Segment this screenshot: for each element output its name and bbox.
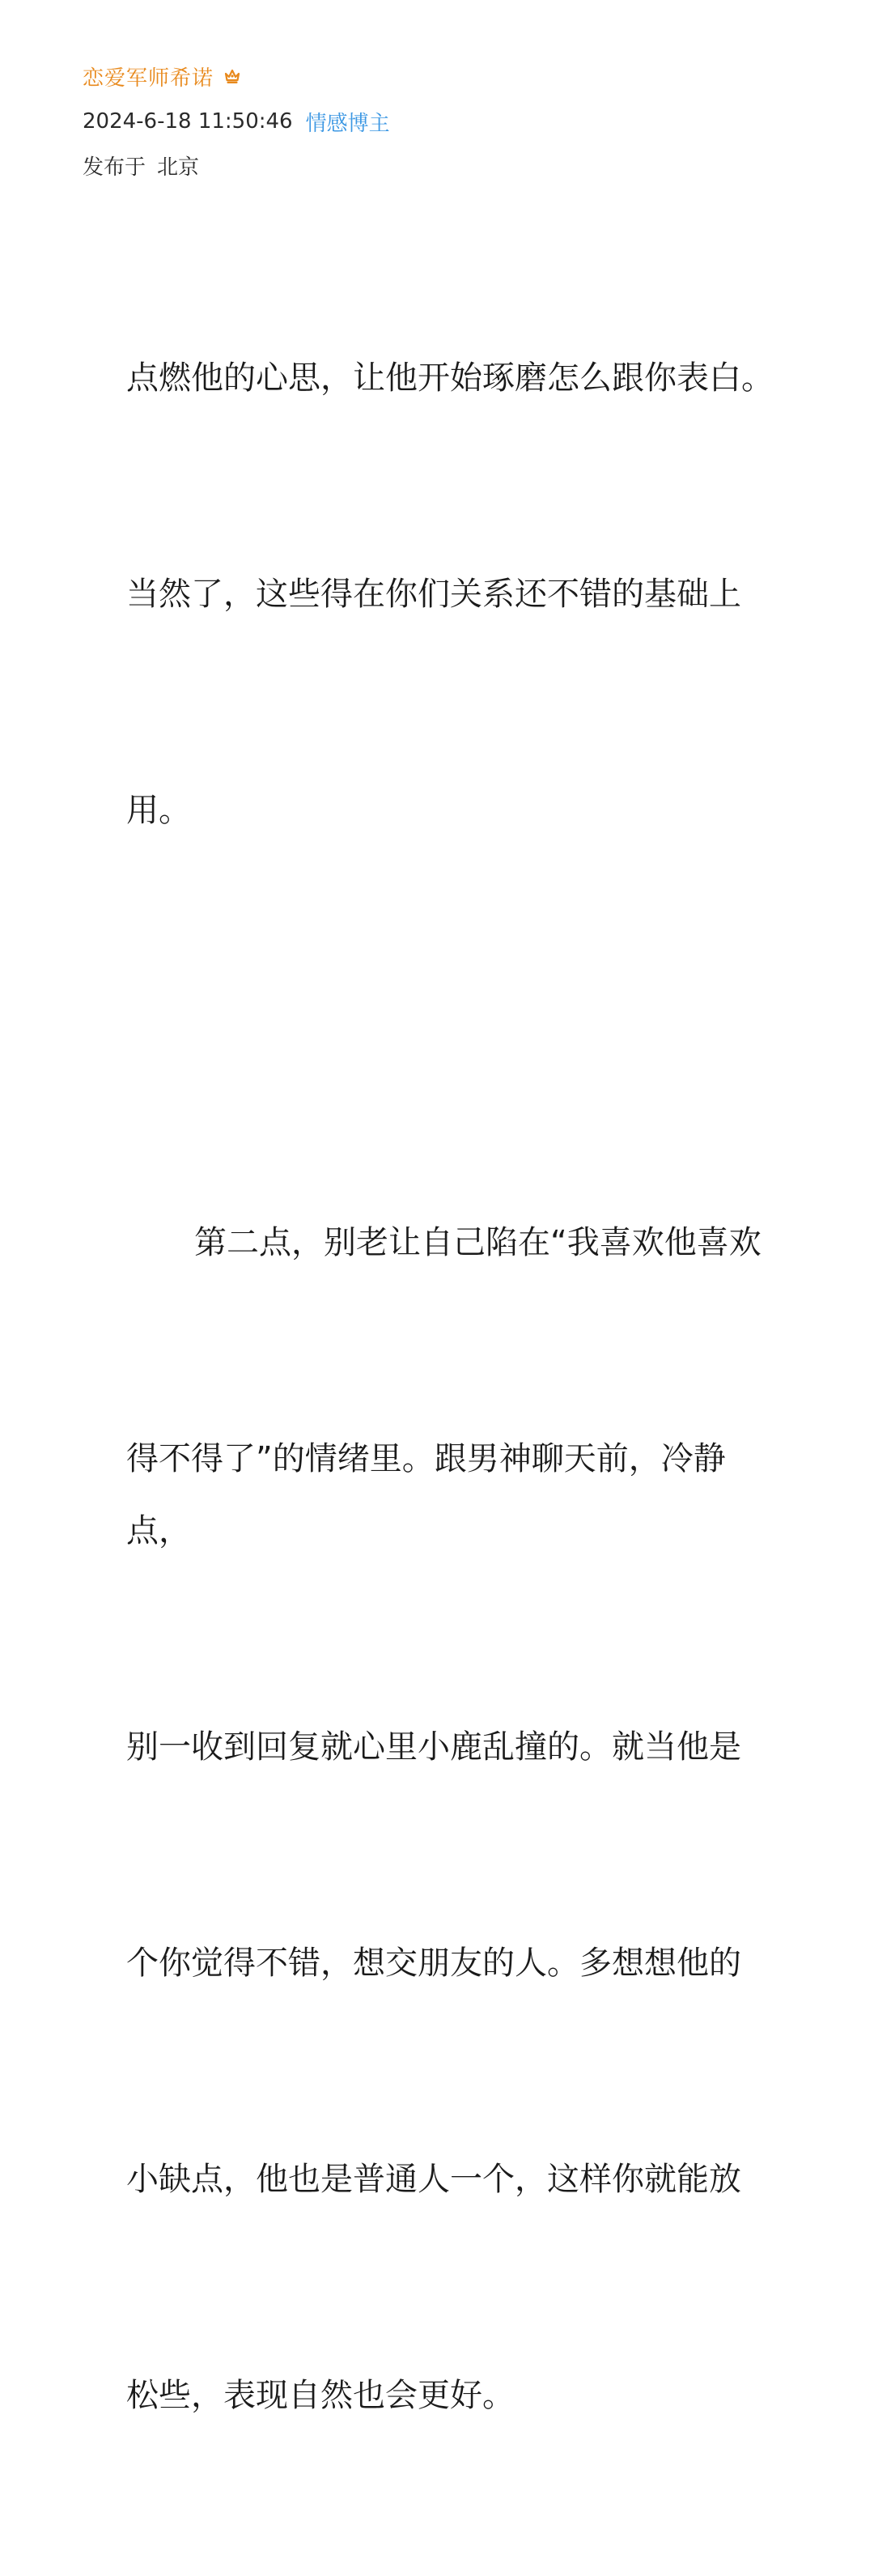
paragraph-line: 松些，表现自然也会更好。 [126,2377,515,2414]
paragraph-2 [126,1063,783,2576]
paragraph-1 [126,198,783,991]
crown-icon [223,67,241,85]
paragraph-line: 小缺点，他也是普通人一个，这样你就能放 [126,2161,741,2198]
paragraph-line: 别一收到回复就心里小鹿乱撞的。就当他是 [126,1728,741,1766]
paragraph-gap [126,991,783,1063]
paragraph-line-text: 第二点，别老让自己陷在“我喜欢他喜欢 [194,1224,762,1261]
paragraph-line: 个你觉得不错，想交朋友的人。多想想他的 [126,1945,741,1982]
location-label: 发布于 [83,155,146,180]
author-row [83,58,811,94]
post-header [83,58,811,183]
paragraph-line: 当然了，这些得在你们关系还不错的基础上 [126,576,741,613]
author-tag[interactable]: 情感博主 [305,111,390,136]
paragraph-line: 得不得了”的情绪里。跟男神聊天前，冷静点， [126,1440,726,1549]
paragraph-line: 点燃他的心思，让他开始琢磨怎么跟你表白。 [126,359,774,397]
paragraph-line: 用。 [126,792,191,829]
location-row [83,147,811,183]
paragraph-line [126,1207,783,1279]
meta-row [83,104,811,139]
author-name[interactable]: 恋爱军师希诺 [83,66,214,91]
post-timestamp: 2024-6-18 11:50:46 [83,109,293,134]
location-value: 北京 [157,155,200,180]
article-body [126,198,783,2576]
